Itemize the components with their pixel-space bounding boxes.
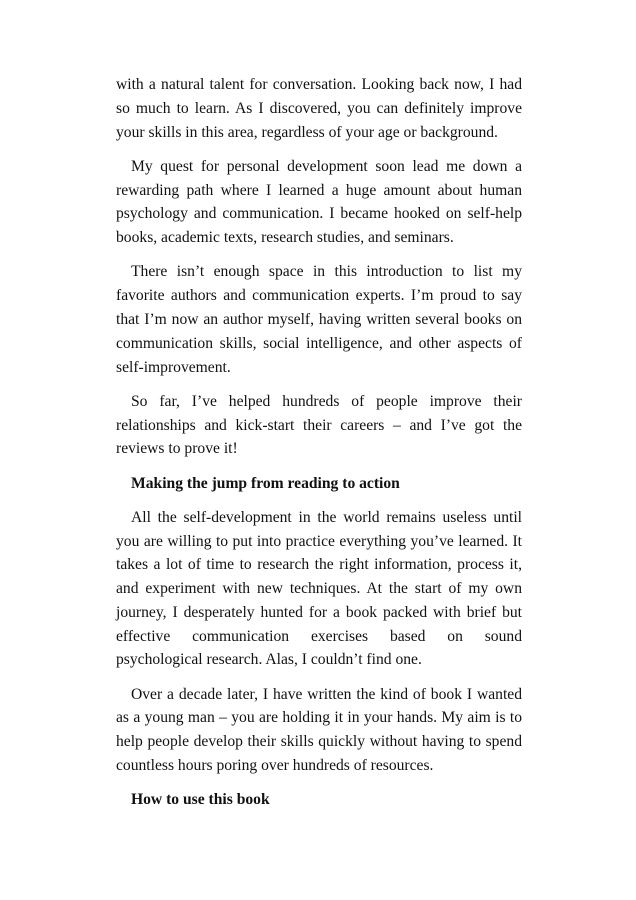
section-heading-how-to-use: How to use this book — [131, 791, 270, 809]
paragraph-3: There isn’t enough space in this introduction to list my favorite authors and communication experts. I’m proud to say that I’m now an author myself, having written several books on communication skills, social intelligence, and other aspects of self-improvement. — [116, 263, 522, 376]
paragraph-6: Over a decade later, I have written the kind of book I wanted as a young man – you are holding it in your hands. My aim is to help people develop their skills quickly without having to spend countless hours poring over hundreds of resources. — [116, 685, 522, 775]
document-page — [116, 73, 522, 822]
section-heading-jump-to-action: Making the jump from reading to action — [131, 474, 400, 492]
paragraph-1: with a natural talent for conversation. Looking back now, I had so much to learn. As I discovered, you can definitely improve your skills in this area, regardless of your age or background. — [116, 76, 522, 141]
paragraph-2: My quest for personal development soon lead me down a rewarding path where I learned a huge amount about human psychology and communication. I became hooked on self-help books, academic texts, research studies, and seminars. — [116, 157, 522, 247]
paragraph-4: So far, I’ve helped hundreds of people improve their relationships and kick-start their careers – and I’ve got the reviews to prove it! — [116, 392, 522, 458]
paragraph-5: All the self-development in the world remains useless until you are willing to put into practice everything you’ve learned. It takes a lot of time to research the right information, process it, and experiment with new techniques. At the start of my own journey, I desperately hunted for a book packed with brief but effective communication exercises based on sound psychological research. Alas, I couldn’t find one. — [116, 508, 522, 669]
